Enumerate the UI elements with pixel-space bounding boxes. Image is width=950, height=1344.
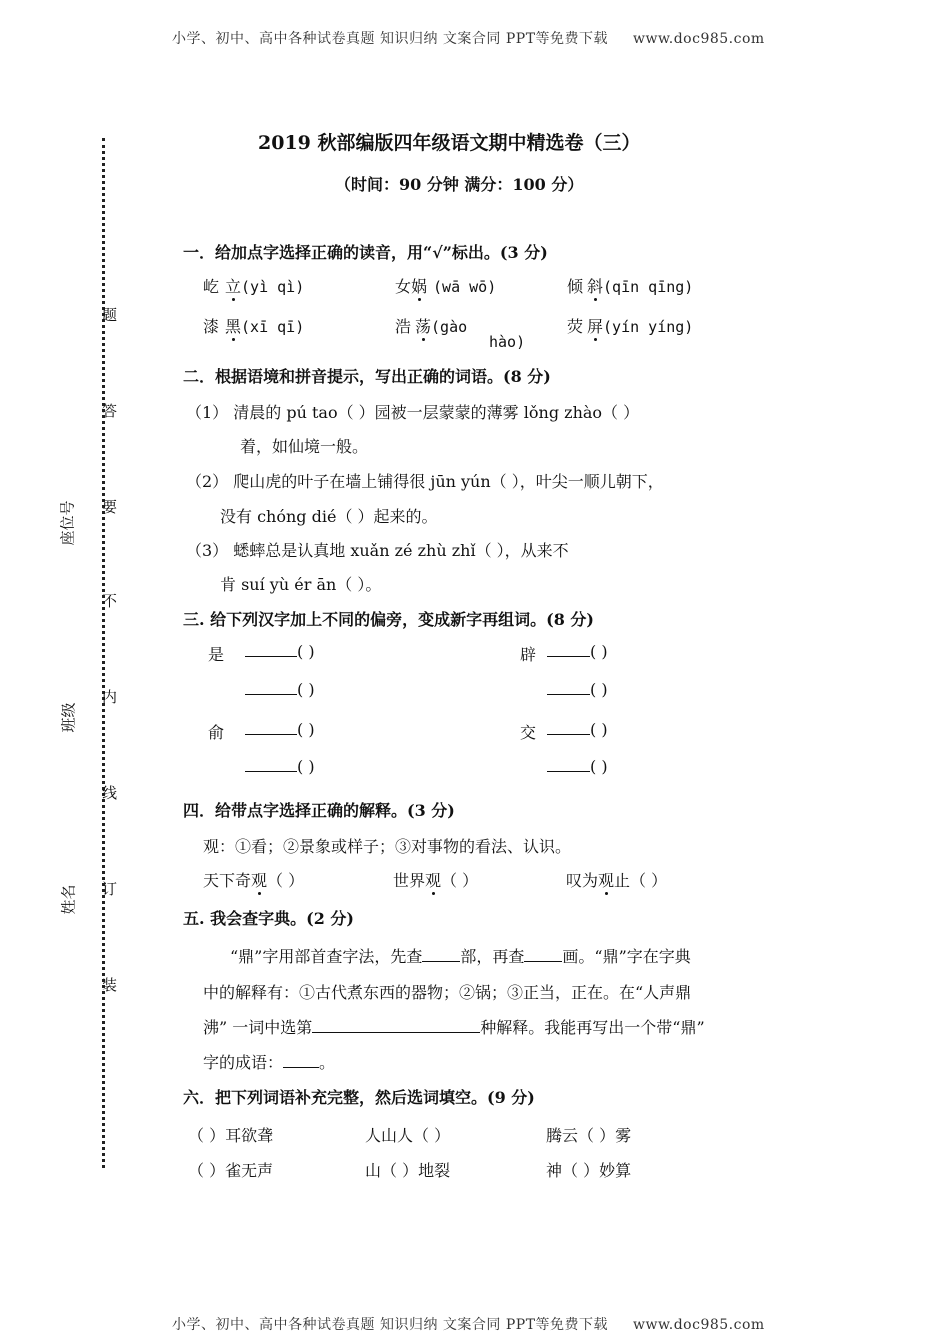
s5-line: 沸” 一词中选第 种解释。我能再写出一个带“鼎” [203, 1018, 705, 1037]
s2-line: （2） 爬山虎的叶子在墙上铺得很 jūn yún（ ），叶尖一顺儿朝下， [186, 472, 664, 491]
s2-line: 着，如仙境一般。 [240, 437, 369, 456]
s6-phrase: （ ）耳欲聋 [188, 1126, 274, 1145]
s3-answer: ( ) [245, 642, 315, 661]
s4-item: 世界观（ ） [393, 868, 478, 891]
binding-char: 内 [102, 688, 118, 706]
s3-char: 俞 [208, 723, 225, 742]
s3-answer: ( ) [245, 680, 315, 699]
s6-phrase: 人山人（ ） [365, 1126, 451, 1145]
section-4-heading: 四．给带点字选择正确的解释。(3 分) [183, 801, 455, 820]
s3-char: 辟 [520, 645, 537, 664]
s3-answer: ( ) [245, 757, 315, 776]
s3-answer: ( ) [547, 680, 608, 699]
s6-phrase: 神（ ）妙算 [546, 1161, 632, 1180]
s5-line: 字的成语： 。 [203, 1053, 336, 1072]
s2-line: （1） 清晨的 pú tao（ ）园被一层蒙蒙的薄雾 lǒng zhào（ ） [186, 403, 640, 422]
section-6-heading: 六．把下列词语补充完整，然后选词填空。(9 分) [183, 1088, 535, 1107]
s2-line: （3） 蟋蟀总是认真地 xuǎn zé zhù zhǐ（ ），从来不 [186, 541, 569, 560]
header-text: 小学、初中、高中各种试卷真题 知识归纳 文案合同 PPT等免费下载 [172, 31, 609, 47]
header-banner [172, 28, 765, 48]
binding-char: 线 [102, 784, 118, 802]
s2-line: 没有 chóng dié（ ）起来的。 [220, 507, 438, 526]
s1-item: 倾 斜(qīn qīng) [567, 274, 693, 297]
s4-item: 天下奇观（ ） [203, 868, 304, 891]
s1-item: 漆 黑(xī qī) [203, 314, 304, 337]
class-label: 班级 [59, 702, 78, 733]
footer-banner [172, 1314, 765, 1334]
s3-answer: ( ) [547, 757, 608, 776]
section-2-heading: 二．根据语境和拼音提示，写出正确的词语。(8 分) [183, 367, 551, 386]
s1-item: 浩 荡(gào [395, 314, 467, 337]
s3-answer: ( ) [547, 720, 608, 739]
binding-char: 题 [102, 306, 118, 324]
s2-line: 肯 suí yù ér ān（ ）。 [220, 575, 382, 594]
s3-answer: ( ) [547, 642, 608, 661]
s5-line: “鼎”字用部首查字法，先查 部，再查 画。“鼎”字在字典 [230, 947, 691, 966]
s1-pinyin-wrap: hào) [489, 333, 526, 351]
binding-char: 要 [102, 498, 118, 516]
s3-answer: ( ) [245, 720, 315, 739]
name-label: 姓名 [59, 884, 78, 915]
binding-char: 订 [102, 880, 118, 898]
s6-phrase: 腾云（ ）雾 [546, 1126, 632, 1145]
s4-item: 叹为观止（ ） [566, 868, 667, 891]
page-title: 2019 秋部编版四年级语文期中精选卷（三） [258, 132, 641, 154]
binding-char: 答 [102, 402, 118, 420]
section-1-heading: 一．给加点字选择正确的读音，用“√”标出。(3 分) [183, 243, 548, 262]
s1-item: 女娲 (wā wō) [395, 274, 496, 297]
section-5-heading: 五. 我会查字典。(2 分) [183, 909, 354, 928]
s4-definition: 观：①看；②景象或样子；③对事物的看法、认识。 [203, 837, 572, 856]
footer-site: www.doc985.com [632, 1317, 765, 1333]
s5-line: 中的解释有：①古代煮东西的器物；②锅；③正当，正在。在“人声鼎 [203, 983, 692, 1002]
binding-dotted-line [102, 138, 105, 1168]
s6-phrase: （ ）雀无声 [188, 1161, 274, 1180]
s1-item: 屹 立(yì qì) [203, 274, 304, 297]
s3-char: 是 [208, 645, 225, 664]
header-site: www.doc985.com [632, 31, 765, 47]
s1-item: 荧 屏(yín yíng) [567, 314, 693, 337]
s3-char: 交 [520, 723, 537, 742]
footer-text: 小学、初中、高中各种试卷真题 知识归纳 文案合同 PPT等免费下载 [172, 1317, 609, 1333]
s6-phrase: 山（ ）地裂 [365, 1161, 451, 1180]
section-3-heading: 三. 给下列汉字加上不同的偏旁，变成新字再组词。(8 分) [183, 610, 594, 629]
page-subtitle: （时间：90 分钟 满分：100 分） [335, 175, 584, 194]
binding-char: 不 [102, 592, 118, 610]
binding-char: 装 [102, 976, 118, 994]
seat-number-label: 座位号 [58, 500, 77, 546]
